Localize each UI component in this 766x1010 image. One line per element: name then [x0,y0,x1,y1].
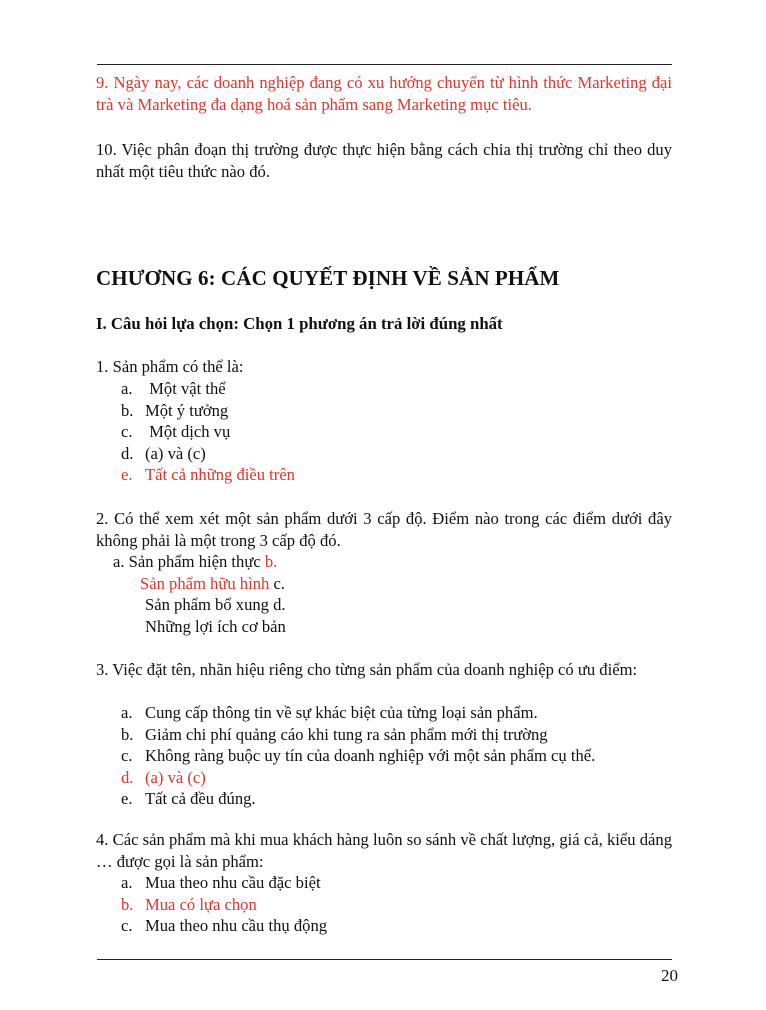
question-1-options [121,378,295,486]
q3-option-e: e. Tất cả đều đúng. [121,789,256,808]
q1-option-b: b. Một ý tưởng [121,400,229,420]
statement-9: 9. Ngày nay, các doanh nghiệp đang có xu hướng chuyển từ hình thức Marketing đại trà và Marketing đa dạng hoá sản phẩm sang Marketing mục tiêu. [96,73,672,114]
question-4-options [121,872,327,937]
q4-option-b-answer: b. Mua có lựa chọn [121,894,257,914]
page-number: 20 [661,966,678,985]
section-title: I. Câu hỏi lựa chọn: Chọn 1 phương án trả lời đúng nhất [96,314,503,333]
footer-rule [97,959,672,960]
q1-option-a: a. Một vật thể [121,379,226,398]
q1-option-e-answer: e. Tất cả những điều trên [121,465,295,484]
question-4-stem: 4. Các sản phẩm mà khi mua khách hàng luôn so sánh về chất lượng, giá cả, kiểu dáng … được gọi là sản phẩm: [96,830,672,871]
header-rule [97,64,672,65]
question-1-stem: 1. Sản phẩm có thể là: [96,357,244,376]
q2-line-4: Những lợi ích cơ bản [145,616,286,636]
statement-10: 10. Việc phân đoạn thị trường được thực hiện bằng cách chia thị trường chỉ theo duy nhất một tiêu thức nào đó. [96,140,672,181]
question-3-stem: 3. Việc đặt tên, nhãn hiệu riêng cho từng sản phẩm của doanh nghiệp có ưu điểm: [96,660,638,679]
q3-option-c: c. Không ràng buộc uy tín của doanh nghiệp với một sản phẩm cụ thể. [121,746,596,765]
q3-option-a: a. Cung cấp thông tin về sự khác biệt của từng loại sản phẩm. [121,703,538,722]
chapter-title: CHƯƠNG 6: CÁC QUYẾT ĐỊNH VỀ SẢN PHẨM [96,266,560,290]
q4-option-a: a. Mua theo nhu cầu đặc biệt [121,873,321,892]
q3-option-d-answer: d. (a) và (c) [121,767,206,787]
q4-option-c: c. Mua theo nhu cầu thụ động [121,916,328,935]
q2-line-1: a. Sản phẩm hiện thực b. [113,552,278,571]
question-2-options [113,551,286,637]
question-2-stem: 2. Có thể xem xét một sản phẩm dưới 3 cấp độ. Điểm nào trong các điểm dưới đây không phải là một trong 3 cấp độ đó. [96,509,672,550]
q3-option-b: b. Giảm chi phí quảng cáo khi tung ra sản phẩm mới thị trường [121,724,548,744]
q2-line-3: Sản phẩm bổ xung d. [145,595,286,614]
q1-option-c: c. Một dịch vụ [121,422,231,441]
q1-option-d: d. (a) và (c) [121,443,206,463]
question-3-options [121,702,595,810]
q2-line-2: Sản phẩm hữu hình c. [140,573,285,593]
